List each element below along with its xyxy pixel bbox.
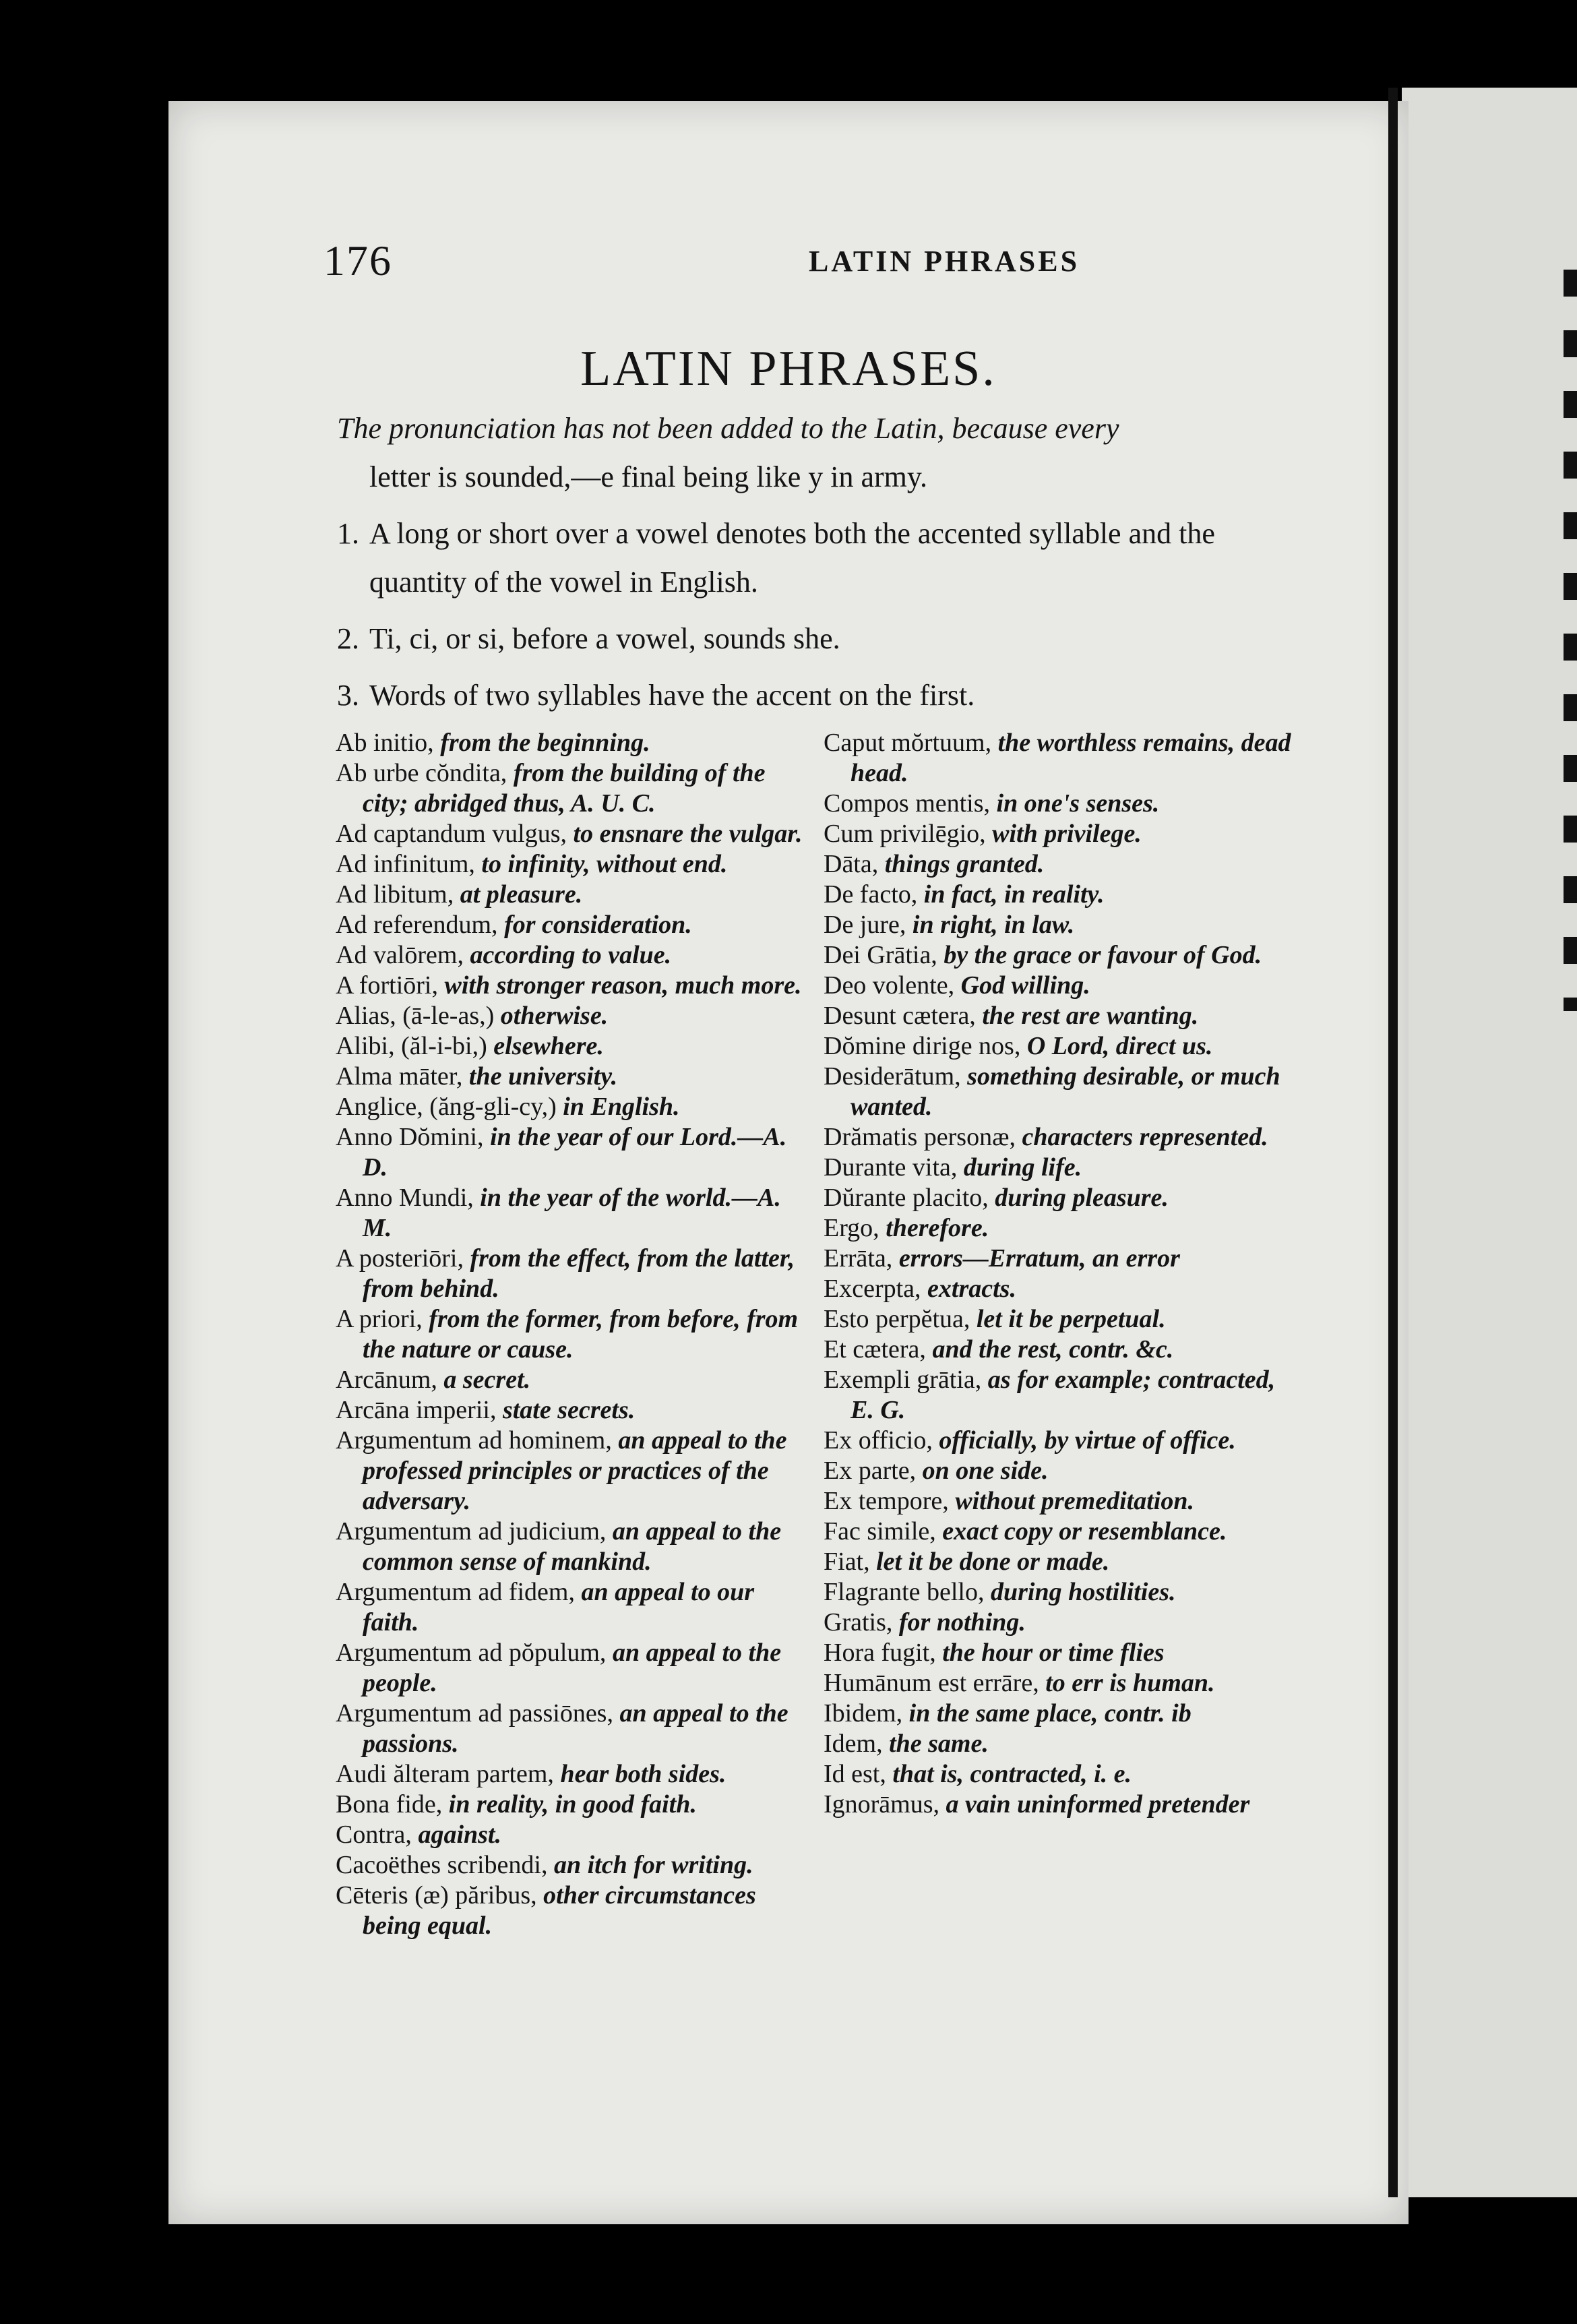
phrase-term: Ad captandum vulgus, (336, 820, 574, 848)
intro-note-line2: letter is sounded,—e final being like y in army. (369, 460, 928, 493)
book-page (168, 101, 1409, 2224)
phrase-gloss: according to value. (470, 941, 672, 969)
phrase-gloss: O Lord, direct us. (1026, 1032, 1213, 1060)
phrase-term: De facto, (824, 880, 924, 909)
phrase-term: Gratis, (824, 1608, 899, 1637)
phrase-entry (824, 1456, 1302, 1486)
phrase-entry (336, 1699, 814, 1759)
phrase-entry (824, 1304, 1302, 1335)
phrase-term: Ad valōrem, (336, 941, 470, 969)
phrase-gloss: exact copy or resemblance. (942, 1517, 1227, 1546)
phrase-gloss: from the building of the city; abridged thus, A. U. C. (363, 759, 766, 818)
phrase-gloss: as for example; contracted, E. G. (851, 1366, 1276, 1424)
section-title: LATIN PHRASES. (580, 341, 997, 396)
phrase-term: Ignorāmus, (824, 1790, 946, 1818)
phrase-entry (336, 849, 814, 880)
rule-text: Words of two syllables have the accent on the first. (369, 679, 975, 712)
phrase-term: Anno Dŏmini, (336, 1123, 491, 1151)
phrase-entry (336, 1122, 814, 1183)
phrase-gloss: on one side. (922, 1457, 1049, 1485)
phrase-term: Desunt cætera, (824, 1002, 983, 1030)
phrase-term: Alias, (ā-le-as,) (336, 1002, 501, 1030)
phrase-term: Dŭrante placito, (824, 1184, 995, 1212)
phrase-gloss: for consideration. (504, 911, 692, 939)
phrase-term: Argumentum ad passiōnes, (336, 1699, 620, 1727)
phrase-term: Drămatis personæ, (824, 1123, 1022, 1151)
rule-2 (337, 615, 1294, 663)
phrase-gloss: from the beginning. (440, 729, 650, 757)
phrase-entry (336, 971, 814, 1001)
phrase-entry (824, 910, 1302, 940)
phrase-gloss: the same. (889, 1730, 989, 1758)
phrase-term: Errāta, (824, 1244, 899, 1273)
phrase-entry (824, 1153, 1302, 1183)
phrase-term: Cum privilēgio, (824, 820, 993, 848)
intro-note-line1: The pronunciation has not been added to the Latin, because every (337, 412, 1119, 445)
pronunciation-notes (337, 404, 1294, 728)
phrase-entry (824, 1759, 1302, 1790)
phrase-entry (824, 1365, 1302, 1426)
phrase-term: Hora fugit, (824, 1639, 943, 1667)
phrase-entry (336, 1062, 814, 1092)
phrase-term: Argumentum ad judicium, (336, 1517, 613, 1546)
phrase-gloss: at pleasure. (460, 880, 583, 909)
phrase-term: Esto perpĕtua, (824, 1305, 977, 1333)
phrase-entry (824, 849, 1302, 880)
phrase-entry (824, 1274, 1302, 1304)
phrase-gloss: an appeal to the professed principles or practices of the adversary. (363, 1426, 787, 1515)
phrase-term: Dāta, (824, 850, 885, 878)
rule-3 (337, 671, 1294, 720)
phrase-entry (824, 728, 1302, 789)
phrase-gloss: a secret. (443, 1366, 531, 1394)
phrase-gloss: something desirable, or much wanted. (851, 1062, 1280, 1121)
phrase-entry (336, 1031, 814, 1062)
phrase-gloss: state secrets. (502, 1396, 636, 1424)
phrase-gloss: during life. (963, 1153, 1082, 1182)
phrase-term: Ab initio, (336, 729, 441, 757)
phrase-entry (336, 1790, 814, 1820)
phrase-gloss: in fact, in reality. (923, 880, 1105, 909)
phrase-gloss: in the year of our Lord.—A. D. (363, 1123, 787, 1182)
phrase-gloss: during hostilities. (990, 1578, 1176, 1606)
phrase-term: Arcānum, (336, 1366, 444, 1394)
rule-number: 1. (337, 517, 359, 550)
phrase-entry (336, 1820, 814, 1850)
phrase-term: Exempli grātia, (824, 1366, 988, 1394)
phrase-gloss: the worthless remains, dead head. (851, 729, 1291, 787)
phrase-gloss: and the rest, contr. &c. (932, 1335, 1174, 1364)
phrase-entry (336, 1880, 814, 1941)
phrase-entry (824, 971, 1302, 1001)
phrase-entry (336, 940, 814, 971)
phrase-gloss: to infinity, without end. (481, 850, 728, 878)
phrase-entry (824, 1486, 1302, 1517)
phrase-entry (336, 1244, 814, 1304)
running-title: LATIN PHRASES (809, 245, 1080, 278)
phrase-entry (336, 1304, 814, 1365)
phrase-entry (824, 1577, 1302, 1608)
phrase-gloss: with privilege. (992, 820, 1142, 848)
phrase-term: De jure, (824, 911, 913, 939)
phrase-entry (824, 789, 1302, 819)
phrase-term: Excerpta, (824, 1275, 928, 1303)
phrase-term: Alibi, (ăl-i-bi,) (336, 1032, 494, 1060)
phrase-entry (824, 1608, 1302, 1638)
phrase-gloss: let it be done or made. (876, 1548, 1110, 1576)
phrase-gloss: in right, in law. (912, 911, 1075, 939)
phrase-entry (336, 1577, 814, 1638)
phrase-term: Deo volente, (824, 971, 961, 1000)
phrase-gloss: from the former, from before, from the nature or cause. (363, 1305, 799, 1364)
phrase-gloss: the rest are wanting. (982, 1002, 1199, 1030)
phrase-gloss: hear both sides. (560, 1760, 726, 1788)
facing-page-marks (1564, 270, 1577, 1011)
phrase-gloss: a vain uninformed pretender (946, 1790, 1250, 1818)
phrase-entry (824, 1122, 1302, 1153)
phrase-term: Dŏmine dirige nos, (824, 1032, 1027, 1060)
phrase-entry (824, 1517, 1302, 1547)
phrase-entry (824, 1213, 1302, 1244)
book-gutter (1388, 88, 1398, 2197)
phrase-gloss: extracts. (927, 1275, 1016, 1303)
phrase-gloss: other circumstances being equal. (363, 1881, 756, 1940)
phrase-entry (824, 1638, 1302, 1668)
phrase-entry (824, 880, 1302, 910)
page-header (323, 236, 1334, 317)
phrase-gloss: without premeditation. (955, 1487, 1194, 1515)
facing-page (1402, 88, 1577, 2197)
phrase-term: Audi ălteram partem, (336, 1760, 561, 1788)
phrase-term: Durante vita, (824, 1153, 964, 1182)
phrase-gloss: the hour or time flies (942, 1639, 1165, 1667)
phrase-term: Ex tempore, (824, 1487, 956, 1515)
phrase-gloss: errors—Erratum, an error (898, 1244, 1180, 1273)
phrase-entry (824, 819, 1302, 849)
phrase-entry (336, 1850, 814, 1880)
phrase-gloss: to ensnare the vulgar. (573, 820, 803, 848)
phrase-entry (824, 1547, 1302, 1577)
phrase-gloss: an appeal to the passions. (363, 1699, 788, 1758)
phrase-entry (824, 940, 1302, 971)
phrase-gloss: in reality, in good faith. (448, 1790, 697, 1818)
phrase-term: Dei Grātia, (824, 941, 944, 969)
phrase-entry (336, 1759, 814, 1790)
phrase-term: Contra, (336, 1821, 419, 1849)
phrase-gloss: in one's senses. (996, 789, 1160, 818)
phrase-entry (824, 1729, 1302, 1759)
phrase-gloss: the university. (468, 1062, 618, 1091)
phrase-gloss: to err is human. (1045, 1669, 1215, 1697)
rule-number: 2. (337, 622, 359, 655)
phrase-entry (824, 1001, 1302, 1031)
phrase-term: Ad infinitum, (336, 850, 482, 878)
phrase-term: A priori, (336, 1305, 429, 1333)
phrase-term: Argumentum ad pŏpulum, (336, 1639, 613, 1667)
phrase-term: Bona fide, (336, 1790, 449, 1818)
phrase-gloss: let it be perpetual. (976, 1305, 1166, 1333)
phrase-gloss: in English. (563, 1093, 680, 1121)
phrase-gloss: during pleasure. (995, 1184, 1169, 1212)
phrase-term: A fortiōri, (336, 971, 445, 1000)
page-number: 176 (323, 237, 392, 284)
intro-note (337, 404, 1294, 501)
phrase-term: Humānum est errāre, (824, 1669, 1046, 1697)
phrase-entry (824, 1335, 1302, 1365)
phrase-gloss: by the grace or favour of God. (944, 941, 1262, 969)
phrase-term: Id est, (824, 1760, 893, 1788)
phrase-entry (336, 1638, 814, 1699)
phrase-term: Argumentum ad fidem, (336, 1578, 582, 1606)
phrase-gloss: characters represented. (1022, 1123, 1268, 1151)
phrase-term: Cēteris (æ) păribus, (336, 1881, 544, 1909)
rule-number: 3. (337, 679, 359, 712)
phrase-gloss: from the effect, from the latter, from behind. (363, 1244, 795, 1303)
phrase-gloss: that is, contracted, i. e. (892, 1760, 1132, 1788)
phrase-entry (824, 1031, 1302, 1062)
phrase-gloss: things granted. (884, 850, 1045, 878)
phrase-gloss: an itch for writing. (553, 1851, 753, 1879)
phrase-term: Et cætera, (824, 1335, 933, 1364)
phrase-entry (336, 758, 814, 819)
phrase-term: Alma māter, (336, 1062, 469, 1091)
phrase-entry (336, 1395, 814, 1426)
rule-text: Ti, ci, or si, before a vowel, sounds she. (369, 622, 840, 655)
phrase-entry (336, 1001, 814, 1031)
phrase-term: Anno Mundi, (336, 1184, 481, 1212)
phrase-term: Ex officio, (824, 1426, 939, 1455)
phrase-gloss: in the year of the world.—A. M. (363, 1184, 781, 1242)
phrase-gloss: officially, by virtue of office. (939, 1426, 1236, 1455)
phrase-entry (336, 1183, 814, 1244)
phrase-gloss: therefore. (886, 1214, 989, 1242)
phrase-entry (824, 1790, 1302, 1820)
phrase-entry (824, 1668, 1302, 1699)
phrase-entry (336, 910, 814, 940)
phrase-entry (336, 1365, 814, 1395)
phrase-term: Cacoëthes scribendi, (336, 1851, 554, 1879)
phrase-entry (336, 728, 814, 758)
phrase-entry (824, 1699, 1302, 1729)
phrase-term: Anglice, (ăng-gli-cy,) (336, 1093, 563, 1121)
phrase-term: Idem, (824, 1730, 890, 1758)
phrase-term: Ibidem, (824, 1699, 909, 1727)
phrase-gloss: an appeal to the common sense of mankind. (363, 1517, 782, 1576)
rule-1 (337, 510, 1294, 607)
phrase-gloss: an appeal to the people. (363, 1639, 782, 1697)
phrase-gloss: otherwise. (500, 1002, 609, 1030)
phrase-entry (824, 1062, 1302, 1122)
phrase-entry (824, 1244, 1302, 1274)
phrase-term: Ab urbe cŏndita, (336, 759, 514, 787)
phrase-term: Ex parte, (824, 1457, 923, 1485)
phrase-entry (336, 1426, 814, 1517)
phrase-entry (336, 1092, 814, 1122)
phrase-term: Ergo, (824, 1214, 886, 1242)
phrase-entry (336, 819, 814, 849)
phrase-term: Argumentum ad hominem, (336, 1426, 619, 1455)
phrase-term: Fac simile, (824, 1517, 943, 1546)
phrase-term: Desiderātum, (824, 1062, 968, 1091)
phrase-entry (336, 1517, 814, 1577)
phrase-term: Flagrante bello, (824, 1578, 991, 1606)
phrase-gloss: elsewhere. (493, 1032, 604, 1060)
phrase-term: Arcāna imperii, (336, 1396, 503, 1424)
rule-text: A long or short over a vowel denotes both the accented syllable and the quantity of the vowel in English. (369, 517, 1215, 599)
phrase-term: A posteriōri, (336, 1244, 470, 1273)
phrase-entry (824, 1183, 1302, 1213)
phrase-term: Fiat, (824, 1548, 877, 1576)
phrase-term: Compos mentis, (824, 789, 997, 818)
phrase-gloss: God willing. (960, 971, 1090, 1000)
phrase-column-left (336, 728, 814, 1941)
phrase-gloss: against. (418, 1821, 501, 1849)
phrase-gloss: with stronger reason, much more. (444, 971, 802, 1000)
phrase-gloss: for nothing. (898, 1608, 1026, 1637)
phrase-term: Ad libitum, (336, 880, 460, 909)
phrase-entry (824, 1426, 1302, 1456)
phrase-term: Ad referendum, (336, 911, 505, 939)
phrase-gloss: in the same place, contr. ib (908, 1699, 1192, 1727)
phrase-entry (336, 880, 814, 910)
phrase-gloss: an appeal to our faith. (363, 1578, 754, 1637)
phrase-term: Caput mŏrtuum, (824, 729, 998, 757)
phrase-column-right (824, 728, 1302, 1820)
